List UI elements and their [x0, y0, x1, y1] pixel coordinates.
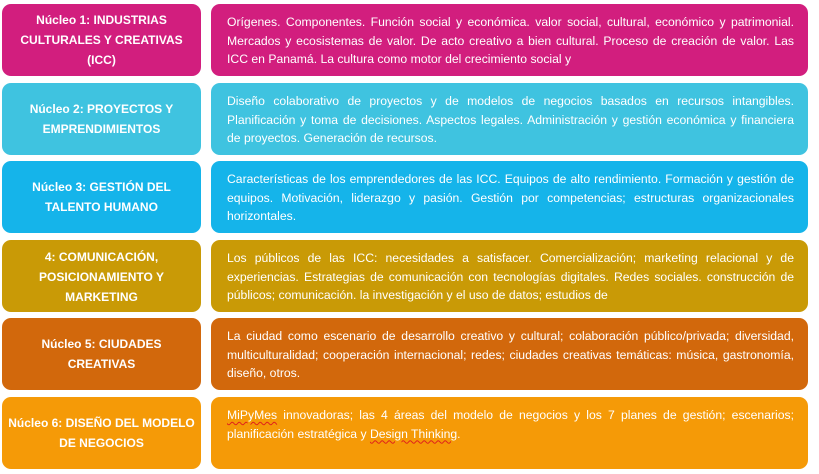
nucleo-3-label-box	[2, 161, 201, 233]
nucleo-2-description: Diseño colaborativo de proyectos y de modelos de negocios basados en recursos intangibles. Planificación y toma de decisiones. Aspectos legales. Administración y gestión económica y financiera de proyectos. Generación de recursos.	[227, 94, 794, 145]
nucleo-6-description	[227, 408, 794, 441]
nucleo-2-label-box	[2, 83, 201, 155]
row-nucleo-4	[2, 240, 808, 312]
nucleo-5-label-box	[2, 318, 201, 390]
row-nucleo-2	[2, 83, 808, 155]
nucleo-2-label: Núcleo 2: PROYECTOS Y EMPRENDIMIENTOS	[29, 102, 174, 136]
nucleo-4-description-box	[211, 240, 808, 312]
nucleo-4-description: Los públicos de las ICC: necesidades a satisfacer. Comercialización; marketing relacional y de experiencias. Estrategias de comunicación con tecnologías digitales. Redes sociales. construcción de públicos; comunicación. la investigación y el uso de datos; estudios de	[227, 251, 794, 302]
mipymes-term: MiPyMes	[227, 408, 278, 422]
nucleo-6-description-end: .	[457, 426, 461, 441]
row-nucleo-3	[2, 161, 808, 233]
nucleo-1-label: Núcleo 1: INDUSTRIAS CULTURALES Y CREATIVAS (ICC)	[20, 13, 183, 67]
row-nucleo-1	[2, 4, 808, 76]
row-nucleo-6	[2, 397, 808, 469]
nucleo-4-label: 4: COMUNICACIÓN, POSICIONAMIENTO Y MARKETING	[39, 250, 164, 304]
nucleo-1-label-box	[2, 4, 201, 76]
nucleo-1-description-box	[211, 4, 808, 76]
nucleo-5-description: La ciudad como escenario de desarrollo creativo y cultural; colaboración público/privada; diversidad, multiculturalidad; cooperación internacional; redes; ciudades creativas temáticas: música, gastronomía, diseño, otros.	[227, 329, 794, 380]
row-nucleo-5	[2, 318, 808, 390]
nucleo-3-description-box	[211, 161, 808, 233]
nucleo-6-label: Núcleo 6: DISEÑO DEL MODELO DE NEGOCIOS	[8, 416, 195, 450]
nucleo-1-description: Orígenes. Componentes. Función social y económica. valor social, cultural, económico y patrimonial. Mercados y ecosistemas de valor. De acto creativo a bien cultural. Proceso de creación de valor. Las ICC en Panamá. La cultura como motor del crecimiento social y	[227, 15, 794, 66]
nucleo-2-description-box	[211, 83, 808, 155]
nucleo-6-description-box	[211, 397, 808, 469]
nucleo-3-description: Características de los emprendedores de las ICC. Equipos de alto rendimiento. Formación y gestión de equipos. Motivación, liderazgo y pasión. Gestión por competencias; estructuras organizacionales horizontales.	[227, 172, 794, 223]
design-thinking-term: Design Thinking	[369, 426, 458, 441]
nucleo-4-label-box	[2, 240, 201, 312]
nucleo-5-label: Núcleo 5: CIUDADES CREATIVAS	[41, 337, 162, 371]
nucleo-5-description-box	[211, 318, 808, 390]
nucleo-6-description-main: innovadoras; las 4 áreas del modelo de negocios y los 7 planes de gestión; escenarios; planificación estratégica y	[227, 408, 794, 441]
nucleo-6-label-box	[2, 397, 201, 469]
nucleo-3-label: Núcleo 3: GESTIÓN DEL TALENTO HUMANO	[32, 180, 171, 214]
